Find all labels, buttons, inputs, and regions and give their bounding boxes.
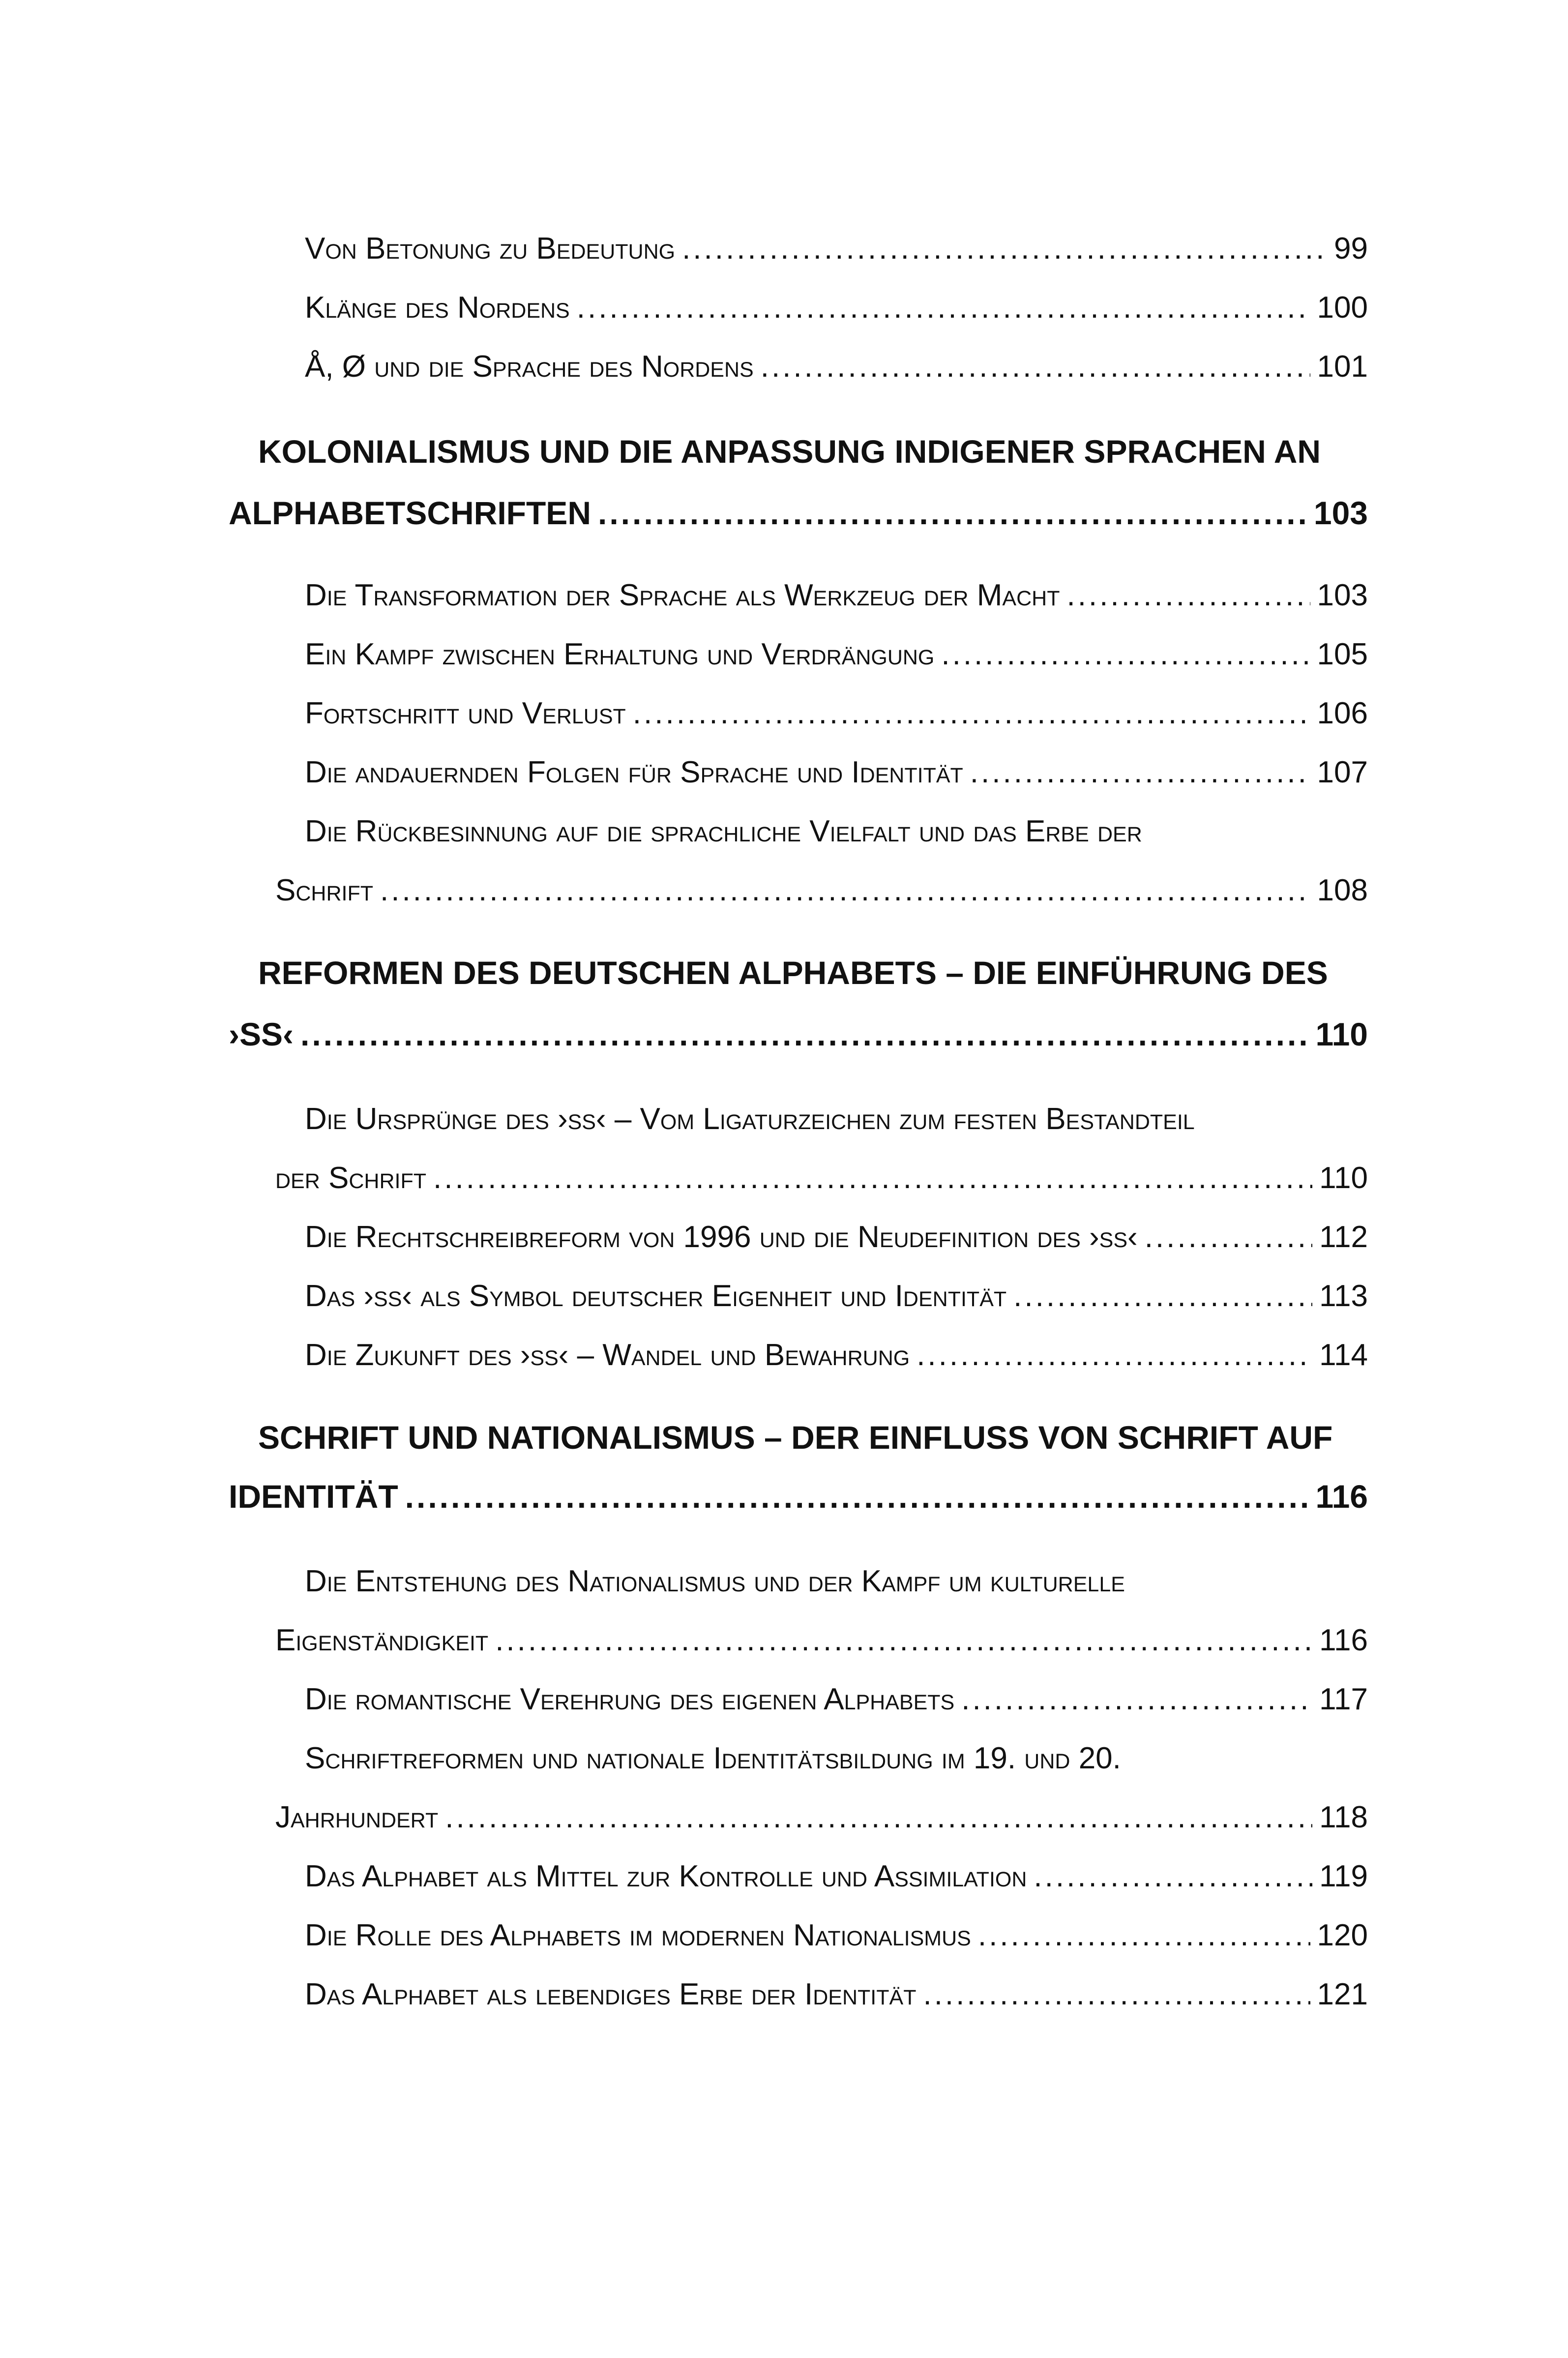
dot-leader <box>917 1338 1312 1373</box>
toc-entry-title: Die Ursprünge des ›ß‹ – Vom Ligaturzeichen zum festen Bestandteil <box>305 1102 1195 1136</box>
toc-page-number: 114 <box>1319 1338 1368 1372</box>
toc-page-number: 119 <box>1319 1859 1368 1893</box>
dot-leader <box>970 755 1310 790</box>
dot-leader <box>682 231 1327 266</box>
toc-entry[interactable] <box>305 637 1368 672</box>
toc-entry[interactable] <box>305 1682 1368 1717</box>
toc-entry-title: Fortschritt und Verlust <box>305 696 626 730</box>
toc-entry-title: Die Entstehung des Nationalismus und der Kampf um kulturelle <box>305 1564 1125 1598</box>
dot-leader <box>300 1015 1309 1053</box>
toc-entry-title: Klänge des Nordens <box>305 291 570 325</box>
toc-entry[interactable] <box>275 1623 1368 1658</box>
toc-entry-title: Das Alphabet als Mittel zur Kontrolle und Assimilation <box>305 1859 1027 1893</box>
chapter-title: IDENTITÄT <box>229 1478 398 1515</box>
toc-chapter[interactable] <box>229 494 1368 532</box>
toc-entry[interactable] <box>305 1977 1368 2012</box>
toc-entry[interactable] <box>305 696 1368 731</box>
dot-leader <box>1145 1220 1312 1254</box>
dot-leader <box>941 637 1310 672</box>
toc-page-number: 112 <box>1319 1220 1368 1254</box>
dot-leader <box>923 1977 1310 2012</box>
toc-chapter-title-line1[interactable] <box>258 433 1368 470</box>
toc-entry-title-line1[interactable] <box>305 814 1368 849</box>
toc-entry[interactable] <box>305 290 1368 325</box>
toc-entry-title: Von Betonung zu Bedeutung <box>305 232 676 266</box>
toc-page-number: 116 <box>1319 1623 1368 1657</box>
dot-leader <box>495 1623 1312 1658</box>
dot-leader <box>433 1161 1312 1195</box>
chapter-title: SCHRIFT UND NATIONALISMUS – DER EINFLUSS VON SCHRIFT AUF <box>258 1419 1333 1456</box>
toc-entry-title: Das ›ß‹ als Symbol deutscher Eigenheit und Identität <box>305 1279 1007 1313</box>
toc-page-number: 101 <box>1317 350 1368 384</box>
toc-page-number: 103 <box>1317 578 1368 612</box>
dot-leader <box>1066 578 1310 613</box>
toc-page-number: 116 <box>1315 1478 1368 1515</box>
toc-chapter-title-line1[interactable] <box>258 1419 1368 1456</box>
toc-entry[interactable] <box>305 1859 1368 1894</box>
toc-chapter[interactable] <box>229 1015 1368 1053</box>
toc-entry-title: Die Rückbesinnung auf die sprachliche Vielfalt und das Erbe der <box>305 814 1142 848</box>
toc-entry[interactable] <box>305 1918 1368 1953</box>
dot-leader <box>445 1800 1312 1835</box>
toc-entry[interactable] <box>305 755 1368 790</box>
toc-page-number: 113 <box>1319 1279 1368 1313</box>
dot-leader <box>978 1918 1310 1953</box>
toc-entry-title: Eigenständigkeit <box>275 1623 489 1657</box>
toc-page-number: 105 <box>1317 637 1368 671</box>
toc-page-number: 120 <box>1317 1918 1368 1952</box>
toc-page-number: 110 <box>1319 1161 1368 1195</box>
dot-leader <box>633 696 1310 731</box>
chapter-title: ›SS‹ <box>229 1016 294 1052</box>
toc-page-number: 110 <box>1315 1016 1368 1052</box>
toc-entry-title: Schrift <box>275 873 373 907</box>
toc-entry-title: Die Zukunft des ›ß‹ – Wandel und Bewahrung <box>305 1338 910 1372</box>
toc-entry-title: Die Transformation der Sprache als Werkzeug der Macht <box>305 578 1060 612</box>
chapter-title: KOLONIALISMUS UND DIE ANPASSUNG INDIGENER SPRACHEN AN <box>258 433 1321 470</box>
toc-chapter-title-line1[interactable] <box>258 954 1368 991</box>
dot-leader <box>405 1478 1309 1515</box>
toc-page-number: 121 <box>1317 1977 1368 2011</box>
toc-entry-title: Die andauernden Folgen für Sprache und Identität <box>305 755 963 789</box>
toc-entry[interactable] <box>305 349 1368 384</box>
toc-entry[interactable] <box>305 231 1368 266</box>
dot-leader <box>1034 1859 1312 1894</box>
toc-entry[interactable] <box>305 1279 1368 1313</box>
toc-entry-title: Jahrhundert <box>275 1800 439 1834</box>
toc-entry-title: Schriftreformen und nationale Identitätsbildung im 19. und 20. <box>305 1741 1121 1775</box>
toc-page-number: 106 <box>1317 696 1368 730</box>
toc-entry-title-line1[interactable] <box>305 1741 1368 1776</box>
toc-entry[interactable] <box>305 1220 1368 1254</box>
dot-leader <box>761 349 1310 384</box>
toc-entry[interactable] <box>275 873 1368 908</box>
toc-page-number: 100 <box>1317 291 1368 325</box>
toc-page-number: 107 <box>1317 755 1368 789</box>
dot-leader <box>961 1682 1312 1717</box>
dot-leader <box>1013 1279 1312 1313</box>
toc-entry-title: Das Alphabet als lebendiges Erbe der Identität <box>305 1977 917 2011</box>
toc-entry-title-line1[interactable] <box>305 1564 1368 1599</box>
toc-page-number: 99 <box>1334 232 1368 266</box>
toc-entry-title: Die Rolle des Alphabets im modernen Nationalismus <box>305 1918 971 1952</box>
toc-entry-title: Die romantische Verehrung des eigenen Alphabets <box>305 1682 955 1716</box>
toc-chapter[interactable] <box>229 1478 1368 1515</box>
toc-entry[interactable] <box>305 1338 1368 1373</box>
toc-page-number: 118 <box>1319 1800 1368 1834</box>
toc-entry-title: Å, Ø und die Sprache des Nordens <box>305 350 754 384</box>
toc-entry[interactable] <box>275 1800 1368 1835</box>
toc-entry[interactable] <box>275 1161 1368 1195</box>
dot-leader <box>577 290 1310 325</box>
toc-entry[interactable] <box>305 578 1368 613</box>
chapter-title: REFORMEN DES DEUTSCHEN ALPHABETS – DIE EINFÜHRUNG DES <box>258 955 1328 991</box>
toc-page-number: 103 <box>1313 495 1368 531</box>
toc-entry-title: Ein Kampf zwischen Erhaltung und Verdrängung <box>305 637 935 671</box>
toc-page-number: 117 <box>1319 1682 1368 1716</box>
toc-entry-title: Die Rechtschreibreform von 1996 und die Neudefinition des ›ß‹ <box>305 1220 1138 1254</box>
chapter-title: ALPHABETSCHRIFTEN <box>229 495 591 531</box>
dot-leader <box>598 494 1307 532</box>
toc-page-number: 108 <box>1317 873 1368 907</box>
toc-entry-title-line1[interactable] <box>305 1102 1368 1136</box>
dot-leader <box>380 873 1310 908</box>
toc-entry-title: der Schrift <box>275 1161 427 1195</box>
